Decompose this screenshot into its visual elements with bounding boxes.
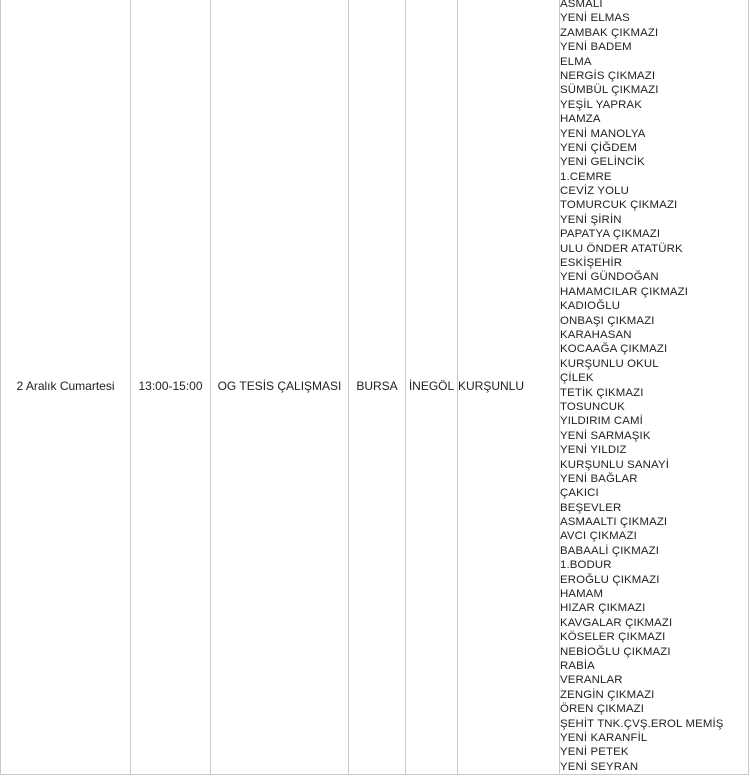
street-item: YENİ BAĞLAR — [560, 472, 638, 485]
street-list — [560, 0, 749, 775]
street-item: YENİ GÜNDOĞAN — [560, 271, 659, 284]
outage-time: 13:00-15:00 — [131, 0, 211, 775]
street-item: ÖREN ÇIKMAZI — [560, 703, 645, 716]
outage-city: BURSA — [349, 0, 406, 775]
street-item: TOSUNCUK — [560, 400, 625, 413]
street-item: NEBİOĞLU ÇIKMAZI — [560, 645, 671, 658]
street-item: KOCAAĞA ÇIKMAZI — [560, 343, 668, 356]
outage-quarter: KURŞUNLU — [458, 0, 560, 775]
street-item: HAMAM — [560, 588, 604, 601]
street-item: KADIOĞLU — [560, 300, 621, 313]
street-item: HAMAMCILAR ÇIKMAZI — [560, 285, 689, 298]
street-item: YENİ GELİNCİK — [560, 156, 645, 169]
street-item: AVCI ÇIKMAZI — [560, 530, 637, 543]
street-item: PAPATYA ÇIKMAZI — [560, 228, 661, 241]
table-row — [1, 0, 749, 775]
outage-date: 2 Aralık Cumartesi — [1, 0, 131, 775]
street-item: NERGİS ÇIKMAZI — [560, 69, 656, 82]
street-item: KARAHASAN — [560, 328, 632, 341]
street-item: YENİ SEYRAN — [560, 760, 639, 773]
street-item: YENİ BADEM — [560, 41, 632, 54]
street-item: KURŞUNLU OKUL — [560, 357, 659, 370]
street-item: ESKİŞEHİR — [560, 257, 623, 270]
street-item: KAVGALAR ÇIKMAZI — [560, 616, 673, 629]
street-item: ASMALI — [560, 0, 603, 10]
street-item: ÇAKICI — [560, 487, 599, 500]
street-item: TOMURCUK ÇIKMAZI — [560, 199, 678, 212]
outage-district: İNEGÖL — [406, 0, 458, 775]
street-item: HIZAR ÇIKMAZI — [560, 602, 646, 615]
street-item: 1.BODUR — [560, 559, 612, 572]
street-item: 1.CEMRE — [560, 170, 612, 183]
street-item: KURŞUNLU SANAYİ — [560, 458, 670, 471]
street-item: CEVİZ YOLU — [560, 185, 630, 198]
street-item: YENİ PETEK — [560, 746, 629, 759]
street-item: BEŞEVLER — [560, 501, 622, 514]
street-item: ZAMBAK ÇIKMAZI — [560, 26, 659, 39]
street-item: YENİ YILDIZ — [560, 444, 627, 457]
street-item: VERANLAR — [560, 674, 623, 687]
street-item: ZENGİN ÇIKMAZI — [560, 688, 655, 701]
street-item: EROĞLU ÇIKMAZI — [560, 573, 660, 586]
street-item: BABAALİ ÇIKMAZI — [560, 544, 660, 557]
street-item: ELMA — [560, 55, 592, 68]
street-item: YENİ ELMAS — [560, 12, 630, 25]
street-item: YENİ KARANFİL — [560, 731, 648, 744]
street-item: ÇİLEK — [560, 372, 594, 385]
outage-type: OG TESİS ÇALIŞMASI — [211, 0, 349, 775]
street-item: HAMZA — [560, 113, 601, 126]
street-item: ASMAALTI ÇIKMAZI — [560, 516, 668, 529]
street-item: YILDIRIM CAMİ — [560, 415, 643, 428]
street-item: YEŞİL YAPRAK — [560, 98, 642, 111]
street-item: YENİ SARMAŞIK — [560, 429, 651, 442]
street-item: SÜMBÜL ÇIKMAZI — [560, 84, 659, 97]
street-item: RABİA — [560, 659, 595, 672]
street-item: YENİ ŞİRİN — [560, 213, 622, 226]
street-item: ŞEHİT TNK.ÇVŞ.EROL MEMİŞ — [560, 717, 724, 730]
street-item: ONBAŞI ÇIKMAZI — [560, 314, 655, 327]
street-item: KÖSELER ÇIKMAZI — [560, 631, 666, 644]
street-item: ULU ÖNDER ATATÜRK — [560, 242, 683, 255]
street-item: YENİ MANOLYA — [560, 127, 646, 140]
street-item: YENİ ÇİĞDEM — [560, 141, 637, 154]
street-item: TETİK ÇIKMAZI — [560, 386, 644, 399]
